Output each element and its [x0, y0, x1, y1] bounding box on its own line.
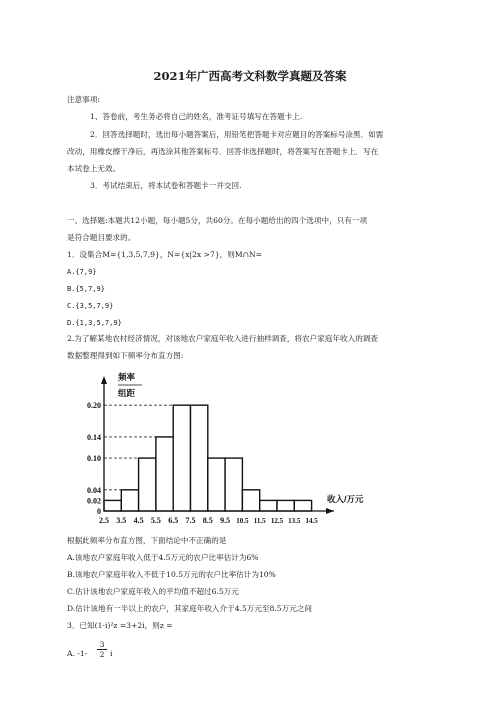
frequency-histogram — [76, 368, 391, 528]
histogram-bar — [277, 500, 294, 511]
notice-line: 本试卷上无效。 — [67, 164, 121, 173]
question-2-option-c: C.估计该地农户家庭年收入的平均值不超过6.5万元 — [67, 587, 239, 596]
notice-line: 1、答卷前，考生务必将自己的姓名，准考证号填写在答题卡上. — [90, 112, 303, 121]
question-1-option-a: A.{7,9} — [67, 268, 97, 276]
histogram-bar — [121, 490, 138, 511]
fraction-denominator: 2 — [99, 650, 105, 659]
question-2-followup: 根据此频率分布直方图，下面结论中不正确的是 — [67, 536, 227, 545]
question-2-option-b: B.该地农户家庭年收入不低于10.5万元的农户比率估计为10% — [67, 570, 276, 579]
x-axis-label: 收入/万元 — [327, 494, 364, 504]
y-tick-label: 0.04 — [87, 485, 101, 495]
notice-heading: 注意事项: — [67, 95, 100, 104]
y-axis-label-bottom: 组距 — [118, 388, 136, 398]
x-axis-arrow — [326, 508, 334, 514]
notice-line: 改动，用橡皮擦干净后，再选涂其他答案标号．回答非选择题时，将答案写在答题卡上．写在 — [67, 147, 379, 156]
question-1-stem: 1．设集合M={1,3,5,7,9}，N={x|2x >7}，则M∩N= — [67, 250, 262, 259]
question-3-option-a-fraction — [97, 640, 107, 659]
question-2-stem: 数据整理得到如下频率分布直方图: — [67, 351, 184, 360]
question-3-option-a-prefix: A. -1- — [67, 649, 88, 658]
x-tick-label: 14.5 — [305, 517, 318, 525]
histogram-bar — [208, 458, 225, 511]
question-3-option-a-suffix: i — [110, 649, 113, 658]
question-1-option-b: B.{5,7,9} — [67, 285, 105, 293]
x-tick-label: 3.5 — [116, 516, 127, 525]
notice-line: 2．回答选择题时，选出每小题答案后，用铅笔把答题卡对应题目的答案标号涂黑．如需 — [90, 130, 384, 139]
histogram-bar — [173, 405, 190, 511]
x-tick-label: 11.5 — [253, 517, 266, 525]
x-tick-label: 13.5 — [288, 517, 301, 525]
section-heading: 一、选择题:本题共12小题，每小题5分，共60分。在每小题给出的四个选项中，只有一项 — [67, 216, 368, 225]
question-2-option-d: D.估计该地有一半以上的农户，其家庭年收入介于4.5万元至8.5万元之间 — [67, 604, 313, 613]
x-tick-label: 2.5 — [99, 516, 109, 525]
histogram-bar — [242, 490, 259, 511]
y-tick-label: 0.10 — [87, 454, 101, 464]
notice-line: 3．考试结束后，将本试卷和答题卡一并交回. — [90, 181, 242, 190]
x-tick-label: 6.5 — [168, 516, 179, 525]
y-tick-label: 0.20 — [87, 401, 101, 411]
x-tick-label: 8.5 — [202, 516, 213, 525]
question-2-stem: 2.为了解某地农村经济情况，对该地农户家庭年收入进行抽样调查，将农户家庭年收入的调查 — [67, 334, 378, 343]
histogram-bar — [139, 458, 156, 511]
fraction-numerator: 3 — [99, 640, 105, 649]
y-tick-label: 0 — [97, 507, 101, 516]
y-tick-label: 0.14 — [87, 432, 101, 442]
question-3-stem: 3．已知(1-i)²z =3+2i，则z = — [67, 621, 173, 630]
y-axis-arrow — [101, 376, 107, 384]
x-tick-label: 7.5 — [185, 516, 196, 525]
question-1-option-d: D.{1,3,5,7,9} — [67, 319, 122, 327]
x-tick-label: 5.5 — [150, 516, 161, 525]
histogram-bar — [225, 458, 242, 511]
histogram-bar — [104, 500, 121, 511]
x-tick-label: 4.5 — [133, 516, 144, 525]
question-2-option-a: A.该地农户家庭年收入低于4.5万元的农户比率估计为6% — [67, 553, 259, 562]
histogram-marks — [87, 401, 318, 525]
x-tick-label: 10.5 — [236, 517, 249, 525]
histogram-bar — [294, 500, 311, 511]
page-title: 2021年广西高考文科数学真题及答案 — [153, 69, 347, 83]
histogram-bar — [191, 405, 208, 511]
y-axis-label-top: 频率 — [118, 372, 136, 382]
section-heading: 是符合题目要求的。 — [67, 233, 136, 242]
x-tick-label: 9.5 — [220, 516, 231, 525]
y-tick-label: 0.02 — [87, 496, 101, 506]
question-1-option-c: C.{3,5,7,9} — [67, 302, 114, 310]
histogram-bar — [156, 437, 173, 511]
histogram-bar — [260, 500, 277, 511]
x-tick-label: 12.5 — [270, 517, 284, 525]
